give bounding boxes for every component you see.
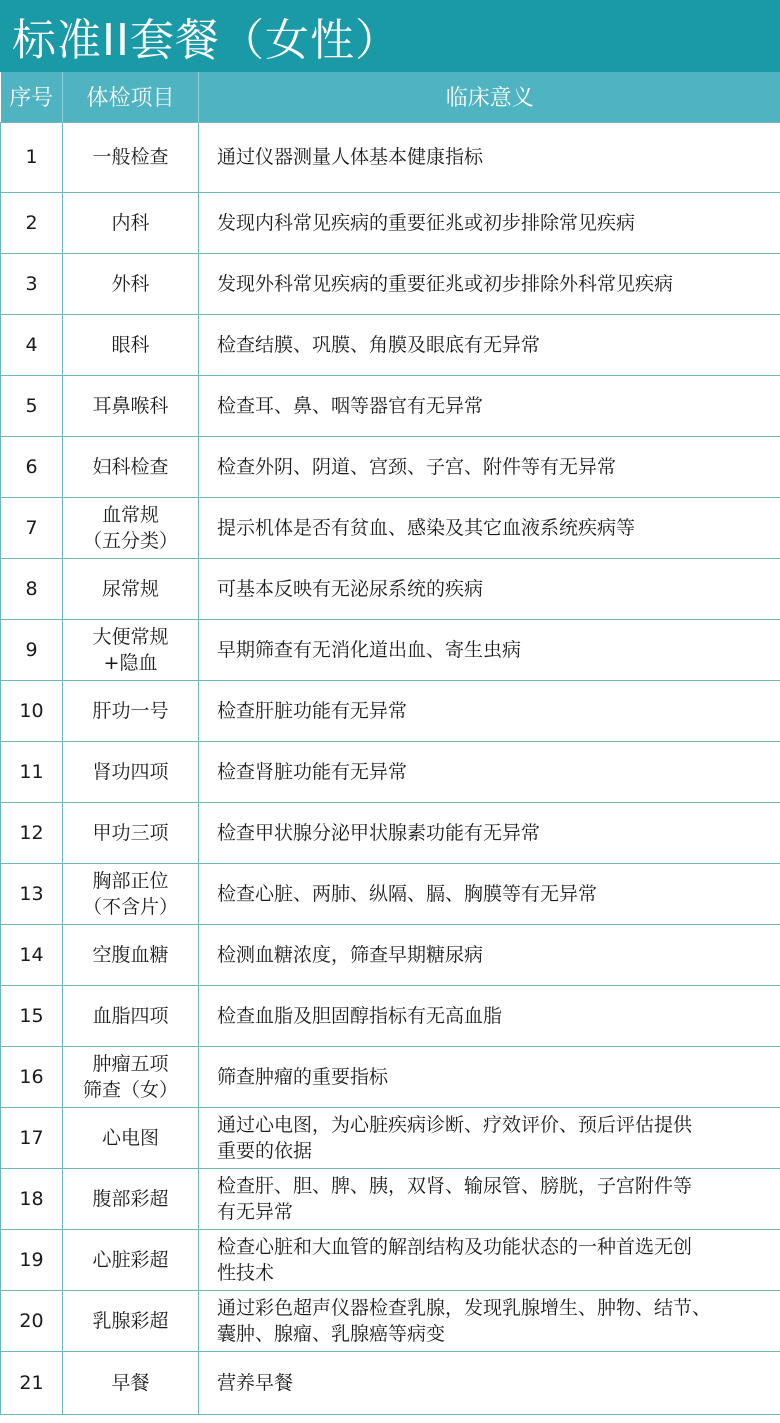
clinical-significance (199, 741, 780, 802)
table-row (1, 863, 780, 924)
exam-item-line: 血脂四项 (92, 1004, 169, 1027)
row-number: 12 (1, 802, 63, 863)
clinical-significance-line: 筛查肿瘤的重要指标 (217, 1065, 389, 1088)
exam-item-line: （五分类） (82, 529, 178, 552)
exam-item-line: （不含片） (82, 895, 178, 918)
table-row (1, 1046, 780, 1107)
table-row (1, 436, 780, 497)
table-row (1, 680, 780, 741)
table-row (1, 375, 780, 436)
table-row (1, 1168, 780, 1229)
clinical-significance (199, 314, 780, 375)
exam-item (63, 558, 199, 619)
clinical-significance-line: 性技术 (217, 1261, 275, 1284)
row-number: 5 (1, 375, 63, 436)
row-number: 13 (1, 863, 63, 924)
table-row (1, 924, 780, 985)
clinical-significance (199, 802, 780, 863)
exam-item-line: 乳腺彩超 (92, 1309, 169, 1332)
exam-item-line: 肝功一号 (92, 699, 169, 722)
clinical-significance-line: 可基本反映有无泌尿系统的疾病 (217, 577, 484, 600)
exam-item-line: 血常规 (101, 503, 159, 526)
clinical-significance-line: 发现内科常见疾病的重要征兆或初步排除常见疾病 (217, 211, 636, 234)
clinical-significance-line: 检查心脏、两肺、纵隔、膈、胸膜等有无异常 (217, 882, 598, 905)
table-row (1, 1229, 780, 1290)
clinical-significance-line: 囊肿、腺瘤、乳腺癌等病变 (217, 1322, 446, 1345)
exam-item (63, 985, 199, 1046)
exam-item (63, 1168, 199, 1229)
row-number: 6 (1, 436, 63, 497)
clinical-significance (199, 1229, 780, 1290)
exam-item (63, 122, 199, 192)
clinical-significance (199, 1351, 780, 1414)
row-number: 9 (1, 619, 63, 680)
row-number: 2 (1, 192, 63, 253)
clinical-significance (199, 863, 780, 924)
exam-item (63, 192, 199, 253)
table-row (1, 802, 780, 863)
row-number: 7 (1, 497, 63, 558)
clinical-significance-line: 通过心电图，为心脏疾病诊断、疗效评价、预后评估提供 (217, 1113, 693, 1136)
exam-item (63, 863, 199, 924)
clinical-significance (199, 985, 780, 1046)
row-number: 14 (1, 924, 63, 985)
clinical-significance (199, 375, 780, 436)
row-number: 3 (1, 253, 63, 314)
clinical-significance-line: 重要的依据 (217, 1139, 313, 1162)
clinical-significance-line: 检测血糖浓度，筛查早期糖尿病 (217, 943, 484, 966)
exam-item (63, 1351, 199, 1414)
clinical-significance (199, 497, 780, 558)
exam-item (63, 802, 199, 863)
exam-item-line: 一般检查 (92, 146, 169, 168)
exam-item (63, 497, 199, 558)
table-row (1, 1290, 780, 1351)
clinical-significance-line: 有无异常 (217, 1200, 294, 1223)
exam-item-line: 肾功四项 (92, 760, 169, 783)
clinical-significance-line: 通过仪器测量人体基本健康指标 (217, 146, 484, 168)
exam-item-line: 尿常规 (101, 577, 159, 600)
row-number: 16 (1, 1046, 63, 1107)
exam-item (63, 1107, 199, 1168)
exam-item-line: 内科 (111, 211, 150, 234)
table-row (1, 314, 780, 375)
table-row (1, 741, 780, 802)
clinical-significance-line: 检查外阴、阴道、宫颈、子宫、附件等有无异常 (217, 455, 617, 478)
clinical-significance-line: 检查肝脏功能有无异常 (217, 699, 408, 722)
table-row (1, 497, 780, 558)
clinical-significance-line: 检查耳、鼻、咽等器官有无异常 (217, 394, 484, 417)
row-number: 11 (1, 741, 63, 802)
exam-item (63, 375, 199, 436)
table-row (1, 1351, 780, 1414)
table-header-row (1, 72, 780, 122)
row-number: 4 (1, 314, 63, 375)
exam-item-line: 外科 (111, 272, 150, 295)
exam-item (63, 1229, 199, 1290)
clinical-significance-line: 通过彩色超声仪器检查乳腺，发现乳腺增生、肿物、结节、 (217, 1296, 712, 1319)
exam-item (63, 1290, 199, 1351)
exam-item-line: 耳鼻喉科 (92, 394, 169, 417)
clinical-significance (199, 1046, 780, 1107)
exam-item-line: 眼科 (111, 333, 150, 356)
clinical-significance-line: 检查甲状腺分泌甲状腺素功能有无异常 (217, 821, 541, 844)
clinical-significance (199, 680, 780, 741)
row-number: 1 (1, 122, 63, 192)
exam-item-line: 甲功三项 (92, 821, 169, 844)
row-number: 17 (1, 1107, 63, 1168)
clinical-significance (199, 1290, 780, 1351)
row-number: 8 (1, 558, 63, 619)
clinical-significance (199, 253, 780, 314)
exam-item-line: 腹部彩超 (92, 1187, 169, 1210)
table-row (1, 985, 780, 1046)
exam-item (63, 680, 199, 741)
clinical-significance-line: 早期筛查有无消化道出血、寄生虫病 (217, 638, 522, 661)
exam-item-line: 妇科检查 (92, 455, 169, 478)
exam-item (63, 741, 199, 802)
exam-item-line: 肿瘤五项 (92, 1052, 169, 1075)
exam-item-line: 心脏彩超 (92, 1248, 169, 1271)
exam-item-line: 胸部正位 (92, 869, 169, 892)
clinical-significance (199, 924, 780, 985)
exam-item (63, 924, 199, 985)
exam-item (63, 253, 199, 314)
clinical-significance (199, 436, 780, 497)
table-row (1, 192, 780, 253)
header-no: 序号 (1, 72, 63, 122)
exam-item (63, 619, 199, 680)
clinical-significance (199, 1168, 780, 1229)
row-number: 20 (1, 1290, 63, 1351)
row-number: 21 (1, 1351, 63, 1414)
table-row (1, 253, 780, 314)
clinical-significance (199, 192, 780, 253)
exam-items-table (0, 72, 780, 1415)
clinical-significance-line: 提示机体是否有贫血、感染及其它血液系统疾病等 (217, 516, 636, 539)
exam-item-line: 空腹血糖 (92, 943, 169, 966)
row-number: 15 (1, 985, 63, 1046)
clinical-significance-line: 营养早餐 (217, 1371, 294, 1394)
exam-item-line: +隐血 (103, 651, 158, 674)
page-title: 标准II套餐（女性） (0, 0, 780, 72)
exam-item-line: 筛查（女） (82, 1078, 178, 1101)
table-row (1, 122, 780, 192)
row-number: 18 (1, 1168, 63, 1229)
exam-item (63, 436, 199, 497)
clinical-significance (199, 619, 780, 680)
clinical-significance-line: 检查心脏和大血管的解剖结构及功能状态的一种首选无创 (217, 1235, 693, 1258)
row-number: 10 (1, 680, 63, 741)
clinical-significance (199, 558, 780, 619)
exam-item-line: 早餐 (111, 1371, 150, 1394)
exam-item-line: 心电图 (101, 1126, 159, 1149)
table-row (1, 558, 780, 619)
exam-item-line: 大便常规 (92, 625, 169, 648)
clinical-significance (199, 1107, 780, 1168)
header-item: 体检项目 (63, 72, 199, 122)
clinical-significance-line: 检查肾脏功能有无异常 (217, 760, 408, 783)
row-number: 19 (1, 1229, 63, 1290)
table-row (1, 619, 780, 680)
clinical-significance-line: 发现外科常见疾病的重要征兆或初步排除外科常见疾病 (217, 272, 674, 295)
table-row (1, 1107, 780, 1168)
clinical-significance-line: 检查血脂及胆固醇指标有无高血脂 (217, 1004, 503, 1027)
clinical-significance-line: 检查肝、胆、脾、胰，双肾、输尿管、膀胱，子宫附件等 (217, 1174, 693, 1197)
exam-item (63, 314, 199, 375)
clinical-significance-line: 检查结膜、巩膜、角膜及眼底有无异常 (217, 333, 541, 356)
exam-item (63, 1046, 199, 1107)
header-desc: 临床意义 (199, 72, 780, 122)
clinical-significance (199, 122, 780, 192)
